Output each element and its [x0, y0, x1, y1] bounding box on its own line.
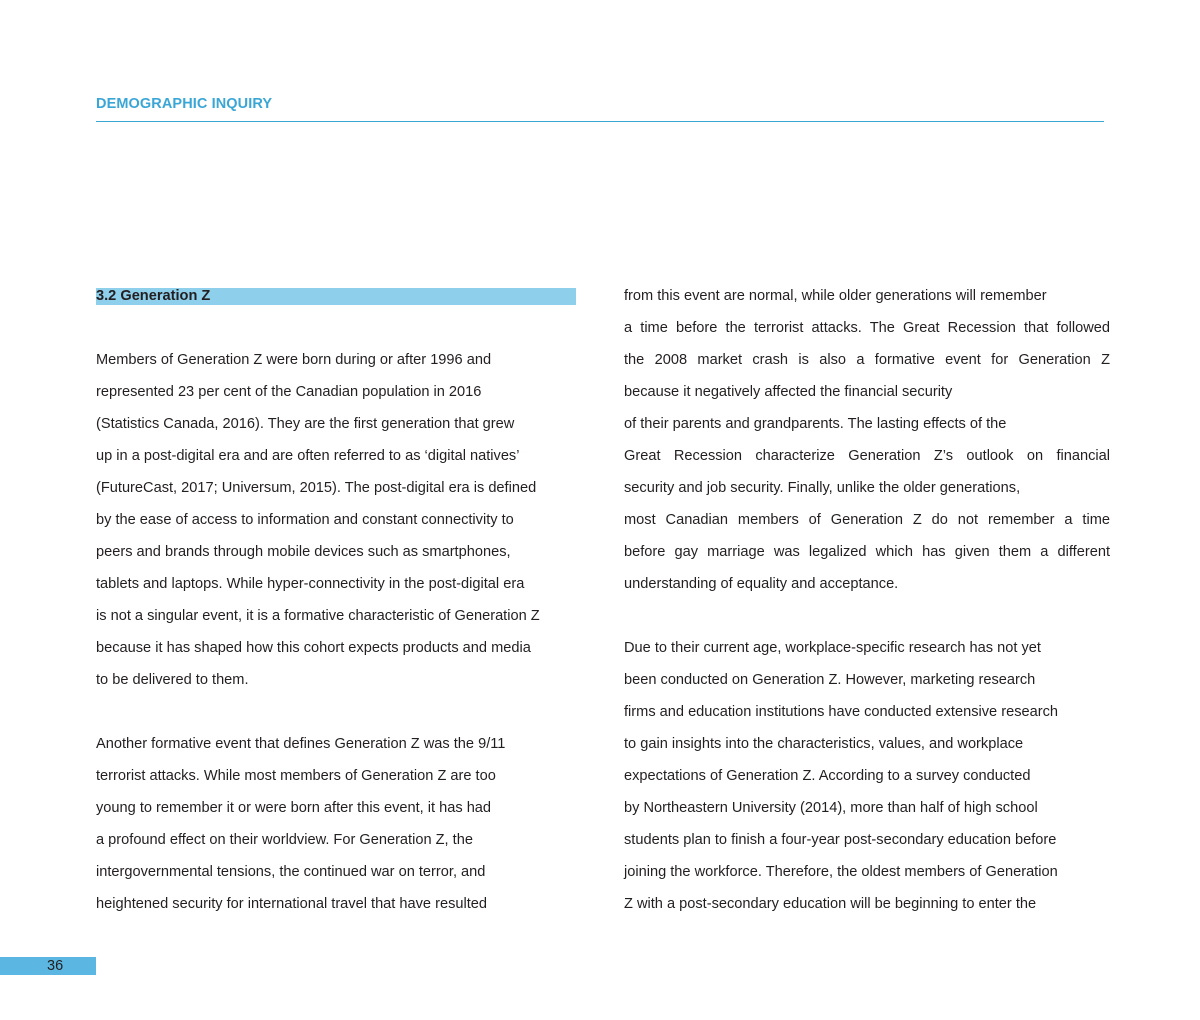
text-line: from this event are normal, while older generations will remember: [624, 288, 1047, 304]
running-header: [96, 96, 1104, 122]
paragraph-gap: [96, 312, 576, 344]
right-paragraph-1: [624, 280, 1110, 600]
left-column: [96, 280, 576, 920]
text-line: of their parents and grandparents. The lasting effects of the: [624, 416, 1007, 432]
text-line: the 2008 market crash is also a formative event for Generation Z: [624, 352, 1110, 368]
right-column: [624, 280, 1110, 920]
left-paragraph-1: [96, 344, 576, 696]
text-line: (FutureCast, 2017; Universum, 2015). The post-digital era is defined: [96, 480, 537, 496]
text-line: heightened security for international travel that have resulted: [96, 896, 488, 912]
text-line: a time before the terrorist attacks. The Great Recession that followed: [624, 320, 1110, 336]
text-line: expectations of Generation Z. According to a survey conducted: [624, 768, 1031, 784]
text-line: terrorist attacks. While most members of Generation Z are too: [96, 768, 496, 784]
text-line: understanding of equality and acceptance.: [624, 576, 899, 592]
text-line: firms and education institutions have conducted extensive research: [624, 704, 1059, 720]
text-line: young to remember it or were born after this event, it has had: [96, 800, 492, 816]
text-line: students plan to finish a four-year post-secondary education before: [624, 832, 1057, 848]
text-line: most Canadian members of Generation Z do not remember a time: [624, 512, 1110, 528]
text-line: Z with a post-secondary education will be beginning to enter the: [624, 896, 1037, 912]
text-line: to be delivered to them.: [96, 672, 249, 688]
text-line: because it negatively affected the financial security: [624, 384, 953, 400]
text-line: security and job security. Finally, unlike the older generations,: [624, 480, 1021, 496]
text-line: up in a post-digital era and are often referred to as ‘digital natives’: [96, 448, 520, 464]
text-line: joining the workforce. Therefore, the oldest members of Generation: [624, 864, 1058, 880]
text-line: to gain insights into the characteristics, values, and workplace: [624, 736, 1024, 752]
page-number: 36: [47, 958, 64, 974]
running-header-title: DEMOGRAPHIC INQUIRY: [96, 96, 273, 112]
text-line: (Statistics Canada, 2016). They are the first generation that grew: [96, 416, 515, 432]
page-number-tab: [0, 957, 96, 975]
left-paragraph-2: [96, 728, 576, 920]
text-line: Members of Generation Z were born during or after 1996 and: [96, 352, 492, 368]
section-heading: [96, 280, 576, 312]
text-line: a profound effect on their worldview. For Generation Z, the: [96, 832, 473, 848]
text-line: peers and brands through mobile devices such as smartphones,: [96, 544, 511, 560]
text-line: intergovernmental tensions, the continued war on terror, and: [96, 864, 486, 880]
paragraph-gap: [96, 696, 576, 728]
paragraph-gap: [624, 600, 1110, 632]
text-line: tablets and laptops. While hyper-connectivity in the post-digital era: [96, 576, 525, 592]
text-line: represented 23 per cent of the Canadian population in 2016: [96, 384, 482, 400]
text-line: Great Recession characterize Generation Z’s outlook on financial: [624, 448, 1110, 464]
text-line: by the ease of access to information and constant connectivity to: [96, 512, 514, 528]
text-line: before gay marriage was legalized which has given them a different: [624, 544, 1110, 560]
text-line: Due to their current age, workplace-specific research has not yet: [624, 640, 1041, 656]
text-line: by Northeastern University (2014), more than half of high school: [624, 800, 1038, 816]
text-line: because it has shaped how this cohort expects products and media: [96, 640, 531, 656]
text-line: is not a singular event, it is a formative characteristic of Generation Z: [96, 608, 540, 624]
text-line: been conducted on Generation Z. However, marketing research: [624, 672, 1036, 688]
text-line: Another formative event that defines Generation Z was the 9/11: [96, 736, 506, 752]
section-heading-text: 3.2 Generation Z: [96, 288, 211, 304]
right-paragraph-2: [624, 632, 1110, 920]
